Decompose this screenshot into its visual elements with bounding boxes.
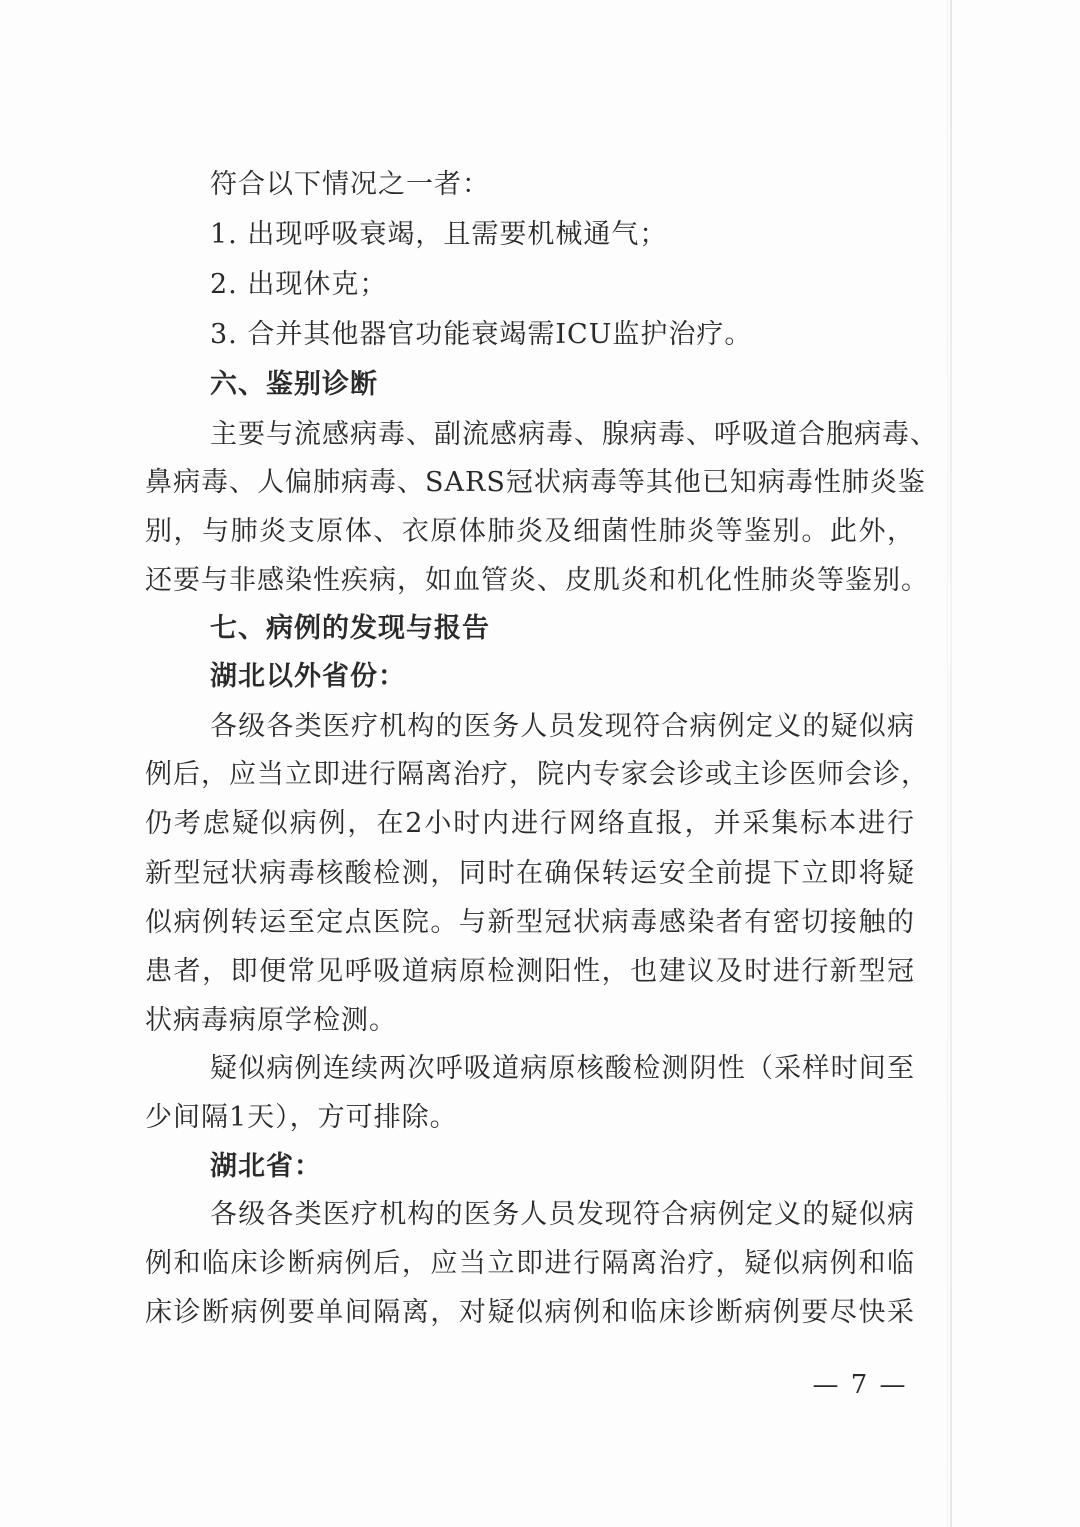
criteria-item-3: 3. 合并其他器官功能衰竭需ICU监护治疗。	[210, 319, 753, 350]
scan-edge-shadow-secondary	[947, 0, 948, 1527]
criteria-intro-line: 符合以下情况之一者：	[210, 169, 490, 200]
paragraph-line: 例后，应当立即进行隔离治疗，院内专家会诊或主诊医师会诊，	[145, 759, 929, 790]
paragraph-line: 各级各类医疗机构的医务人员发现符合病例定义的疑似病	[210, 1199, 915, 1230]
criteria-item-2: 2. 出现休克；	[210, 269, 388, 300]
page-number: — 7 —	[812, 1370, 908, 1400]
paragraph-line: 新型冠状病毒核酸检测，同时在确保转运安全前提下立即将疑	[145, 858, 915, 889]
paragraph-line: 例和临床诊断病例后，应当立即进行隔离治疗，疑似病例和临	[145, 1248, 915, 1279]
paragraph-line: 床诊断病例要单间隔离，对疑似病例和临床诊断病例要尽快采	[145, 1297, 915, 1328]
subheading-hubei: 湖北省：	[210, 1151, 322, 1182]
section-heading-differential-diagnosis: 六、鉴别诊断	[210, 369, 378, 400]
paragraph-line: 患者，即便常见呼吸道病原检测阳性，也建议及时进行新型冠	[145, 956, 915, 987]
paragraph-line: 仍考虑疑似病例，在2小时内进行网络直报，并采集标本进行	[145, 808, 915, 839]
paragraph-line: 主要与流感病毒、副流感病毒、腺病毒、呼吸道合胞病毒、	[210, 419, 938, 450]
paragraph-line: 状病毒病原学检测。	[145, 1005, 397, 1036]
paragraph-line: 鼻病毒、人偏肺病毒、SARS冠状病毒等其他已知病毒性肺炎鉴	[145, 467, 926, 498]
paragraph-line: 疑似病例连续两次呼吸道病原核酸检测阴性（采样时间至	[210, 1053, 915, 1084]
paragraph-line: 别，与肺炎支原体、衣原体肺炎及细菌性肺炎等鉴别。此外，	[145, 516, 915, 547]
paragraph-line: 少间隔1天），方可排除。	[145, 1102, 458, 1133]
paragraph-line: 还要与非感染性疾病，如血管炎、皮肌炎和机化性肺炎等鉴别。	[145, 565, 929, 596]
paragraph-line: 似病例转运至定点医院。与新型冠状病毒感染者有密切接触的	[145, 907, 915, 938]
scan-edge-shadow	[950, 0, 952, 1527]
criteria-item-1: 1. 出现呼吸衰竭，且需要机械通气；	[210, 219, 668, 250]
section-heading-case-reporting: 七、病例的发现与报告	[210, 613, 490, 644]
paragraph-line: 各级各类医疗机构的医务人员发现符合病例定义的疑似病	[210, 711, 915, 742]
subheading-outside-hubei: 湖北以外省份：	[210, 661, 406, 692]
